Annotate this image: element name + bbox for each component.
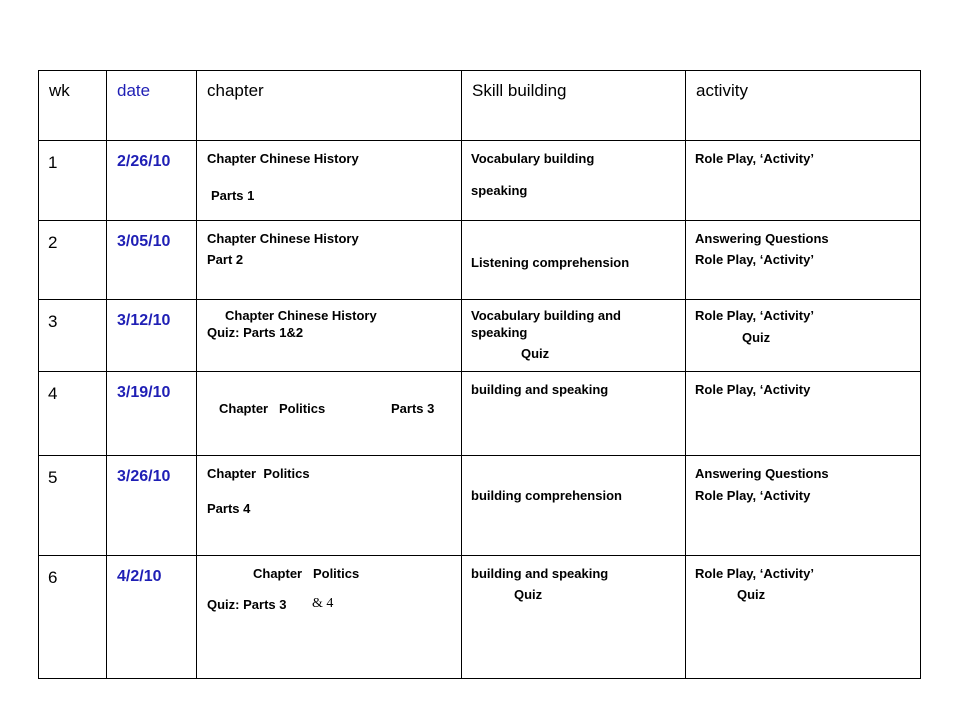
skill-cell [462,372,686,456]
skill-cell [462,221,686,300]
activity-line: Role Play, ‘Activity’ [695,566,814,581]
header-row [39,71,921,141]
activity-line: Role Play, ‘Activity’ [695,308,814,323]
wk-cell [39,456,107,556]
skill-line: Listening comprehension [471,255,630,270]
chapter-cell [197,556,462,679]
date-cell [107,141,197,221]
wk-cell [39,372,107,456]
wk-cell [39,221,107,300]
date-value: 3/12/10 [117,312,171,329]
activity-line: Role Play, ‘Activity’ [695,151,814,166]
header-activity: activity [696,81,748,100]
activity-line: Role Play, ‘Activity [695,382,811,397]
header-cell-wk [39,71,107,141]
date-cell [107,556,197,679]
chapter-line: Quiz: Parts 3 [207,597,287,612]
activity-cell [686,221,921,300]
date-value: 3/19/10 [117,384,171,401]
table-row [39,221,921,300]
chapter-line: Chapter Chinese History [225,308,377,323]
header-cell-skill [462,71,686,141]
table-row [39,141,921,221]
activity-cell [686,456,921,556]
header-chapter: chapter [207,81,264,100]
skill-line: building comprehension [471,488,622,503]
activity-line: Role Play, ‘Activity’ [695,252,814,267]
skill-line: Vocabulary building [471,151,595,166]
header-cell-chapter [197,71,462,141]
skill-line: building and speaking [471,382,609,397]
skill-cell [462,141,686,221]
week-number: 6 [48,568,58,587]
header-date: date [117,81,151,100]
chapter-line: Parts 1 [211,188,255,203]
skill-cell [462,456,686,556]
skill-line: building and speaking [471,566,609,581]
header-cell-activity [686,71,921,141]
week-number: 3 [48,312,58,331]
date-cell [107,221,197,300]
chapter-cell [197,141,462,221]
date-value: 3/26/10 [117,468,171,485]
date-cell [107,372,197,456]
skill-line: speaking [471,325,528,340]
schedule-table [38,70,921,679]
chapter-line: & 4 [312,596,334,611]
skill-line: Vocabulary building and [471,308,621,323]
chapter-line: Chapter Chinese History [207,231,359,246]
activity-line: Quiz [737,587,766,602]
chapter-line: Parts 4 [207,501,251,516]
chapter-line: Part 2 [207,252,244,267]
activity-cell [686,556,921,679]
table-row [39,300,921,372]
chapter-cell [197,456,462,556]
skill-line: speaking [471,183,528,198]
chapter-line: Quiz: Parts 1&2 [207,325,304,340]
skill-cell [462,556,686,679]
date-cell [107,300,197,372]
wk-cell [39,141,107,221]
wk-cell [39,300,107,372]
table-row [39,556,921,679]
activity-line: Role Play, ‘Activity [695,488,811,503]
chapter-cell [197,221,462,300]
chapter-cell [197,372,462,456]
wk-cell [39,556,107,679]
activity-cell [686,300,921,372]
chapter-line: Chapter Politics [219,401,326,416]
activity-line: Answering Questions [695,231,829,246]
week-number: 1 [48,153,58,172]
week-number: 5 [48,468,58,487]
date-value: 4/2/10 [117,568,162,585]
skill-cell [462,300,686,372]
skill-line: Quiz [521,346,550,361]
skill-line: Quiz [514,587,543,602]
table-row [39,456,921,556]
header-cell-date [107,71,197,141]
chapter-line: Chapter Chinese History [207,151,359,166]
header-wk: wk [49,81,70,100]
chapter-line: Parts 3 [391,401,435,416]
activity-line: Quiz [742,330,771,345]
header-skill: Skill building [472,81,567,100]
chapter-line: Chapter Politics [253,566,360,581]
activity-cell [686,372,921,456]
chapter-cell [197,300,462,372]
date-value: 3/05/10 [117,233,171,250]
date-value: 2/26/10 [117,153,171,170]
table-row [39,372,921,456]
week-number: 4 [48,384,58,403]
activity-line: Answering Questions [695,466,829,481]
activity-cell [686,141,921,221]
date-cell [107,456,197,556]
chapter-line: Chapter Politics [207,466,310,481]
week-number: 2 [48,233,58,252]
